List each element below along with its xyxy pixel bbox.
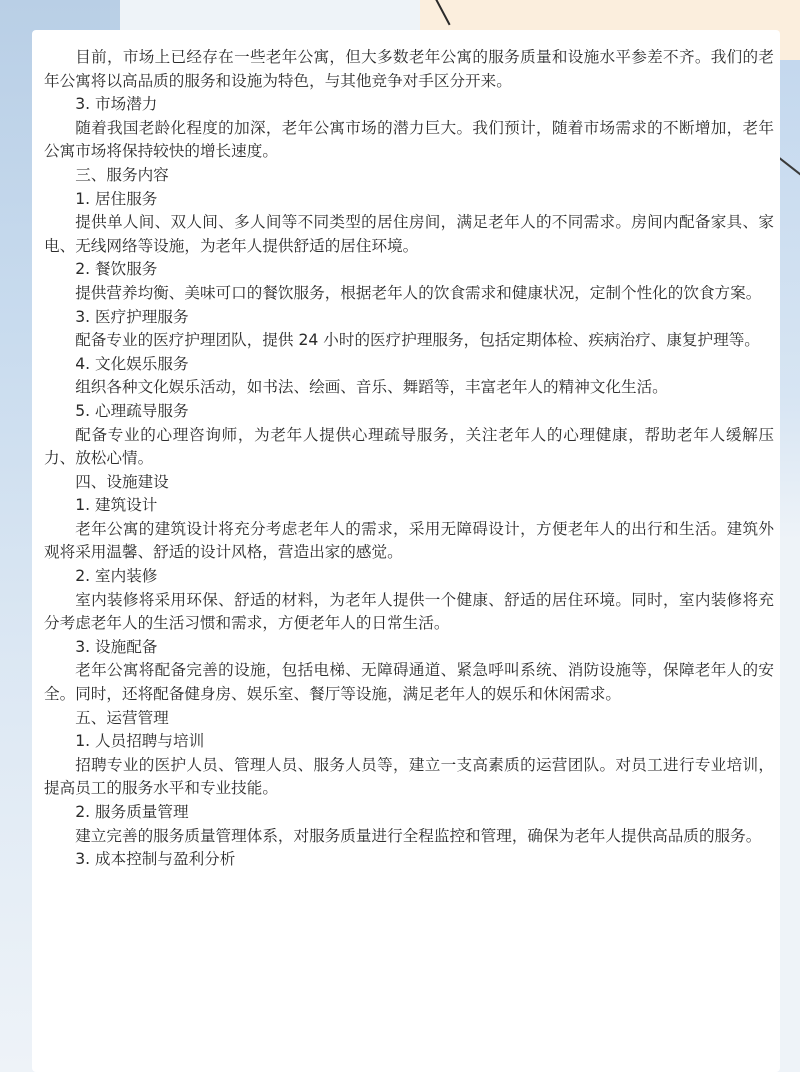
body-paragraph: 组织各种文化娱乐活动，如书法、绘画、音乐、舞蹈等，丰富老年人的精神文化生活。 (75, 378, 668, 397)
document-body (44, 46, 774, 872)
section-heading: 4. 文化娱乐服务 (75, 354, 189, 373)
section-heading: 3. 市场潜力 (75, 95, 158, 114)
body-paragraph: 配备专业的心理咨询师，为老年人提供心理疏导服务，关注老年人的心理健康，帮助老年人缓解压力、放松心情。 (44, 425, 774, 468)
section-heading: 2. 餐饮服务 (75, 260, 158, 279)
body-paragraph: 提供单人间、双人间、多人间等不同类型的居住房间，满足老年人的不同需求。房间内配备家具、家电、无线网络等设施，为老年人提供舒适的居住环境。 (44, 213, 774, 255)
section-heading: 四、设施建设 (75, 472, 169, 491)
section-heading: 5. 心理疏导服务 (75, 401, 189, 420)
body-paragraph: 提供营养均衡、美味可口的餐饮服务，根据老年人的饮食需求和健康状况，定制个性化的饮食方案。 (75, 283, 762, 302)
section-heading: 1. 居住服务 (75, 189, 158, 208)
body-paragraph: 配备专业的医疗护理团队，提供 24 小时的医疗护理服务，包括定期体检、疾病治疗、康复护理等。 (75, 331, 760, 350)
body-paragraph: 招聘专业的医护人员、管理人员、服务人员等，建立一支高素质的运营团队。对员工进行专业培训，提高员工的服务水平和专业技能。 (44, 755, 774, 798)
body-paragraph: 老年公寓将配备完善的设施，包括电梯、无障碍通道、紧急呼叫系统、消防设施等，保障老年人的安全。同时，还将配备健身房、娱乐室、餐厅等设施，满足老年人的娱乐和休闲需求。 (44, 661, 774, 704)
section-heading: 五、运营管理 (75, 708, 169, 727)
section-heading: 3. 成本控制与盈利分析 (75, 850, 236, 869)
section-heading: 1. 建筑设计 (75, 496, 158, 515)
section-heading: 1. 人员招聘与培训 (75, 732, 205, 751)
section-heading: 2. 室内装修 (75, 567, 158, 586)
section-heading: 3. 设施配备 (75, 637, 158, 656)
section-heading: 3. 医疗护理服务 (75, 307, 189, 326)
body-paragraph: 室内装修将采用环保、舒适的材料，为老年人提供一个健康、舒适的居住环境。同时，室内装修将充分考虑老年人的生活习惯和需求，方便老年人的日常生活。 (44, 590, 774, 633)
document-page (32, 30, 780, 1072)
body-paragraph: 建立完善的服务质量管理体系，对服务质量进行全程监控和管理，确保为老年人提供高品质的服务。 (75, 826, 762, 845)
body-paragraph: 目前，市场上已经存在一些老年公寓，但大多数老年公寓的服务质量和设施水平参差不齐。我们的老年公寓将以高品质的服务和设施为特色，与其他竞争对手区分开来。 (44, 48, 774, 90)
body-paragraph: 老年公寓的建筑设计将充分考虑老年人的需求，采用无障碍设计，方便老年人的出行和生活。建筑外观将采用温馨、舒适的设计风格，营造出家的感觉。 (44, 519, 774, 562)
section-heading: 2. 服务质量管理 (75, 803, 189, 821)
section-heading: 三、服务内容 (75, 165, 169, 184)
body-paragraph: 随着我国老龄化程度的加深，老年公寓市场的潜力巨大。我们预计，随着市场需求的不断增加，老年公寓市场将保持较快的增长速度。 (44, 118, 774, 161)
